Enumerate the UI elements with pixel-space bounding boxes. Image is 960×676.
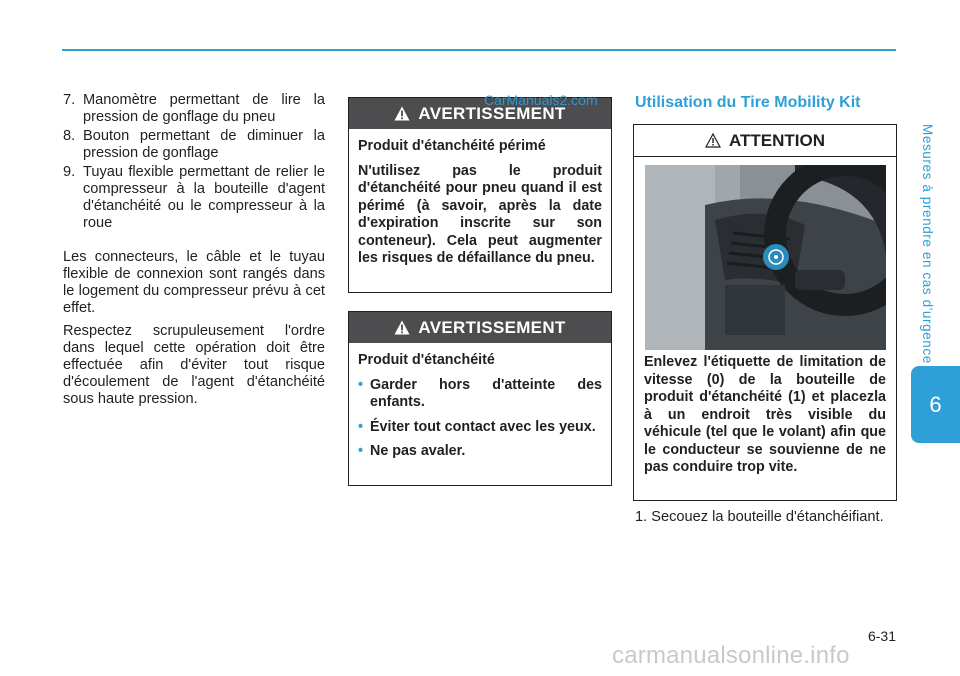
- page-number: 6-31: [867, 628, 896, 644]
- chapter-side-title: Mesures à prendre en cas d'urgence: [920, 124, 935, 364]
- list-item: 7. Manomètre permettant de lire la pression de gonflage du pneu: [63, 92, 325, 125]
- caution-triangle-icon: [705, 133, 721, 148]
- warning-header: AVERTISSEMENT: [349, 312, 611, 343]
- list-item: 9. Tuyau flexible permettant de relier le compresseur à la bouteille d'agent d'étanchéité ou le compresseur à la roue: [63, 164, 325, 231]
- dashboard-photo: [645, 165, 886, 350]
- warning-body: [349, 343, 611, 469]
- list-item: • Éviter tout contact avec les yeux.: [358, 419, 602, 437]
- attention-text: Enlevez l'étiquette de limitation de vitesse (0) de la bouteille de produit d'étanchéité (1) et placezla à un endroit très visible du véhicule (tel que le volant) afin que le conducteur se souvienne de ne pas conduire trop vite.: [644, 354, 886, 475]
- chapter-tab[interactable]: 6: [911, 366, 960, 443]
- component-list: [63, 92, 325, 232]
- warning-triangle-icon: [394, 320, 410, 335]
- warning-box-expired: [348, 97, 612, 293]
- section-title: Utilisation du Tire Mobility Kit: [635, 94, 861, 111]
- warning-bullets: [358, 377, 602, 461]
- warning-body: [349, 129, 611, 276]
- list-item: • Ne pas avaler.: [358, 443, 602, 461]
- left-column: [63, 92, 325, 414]
- attention-header: ATTENTION: [634, 125, 896, 157]
- paragraph: Les connecteurs, le câble et le tuyau flexible de connexion sont rangés dans le logement du compresseur prévu à cet effet.: [63, 249, 325, 316]
- dashboard-illustration: [645, 165, 886, 350]
- top-rule: [62, 49, 896, 51]
- warning-title: Produit d'étanchéité périmé: [358, 138, 546, 154]
- warning-text: N'utilisez pas le produit d'étanchéité pour pneu quand il est périmé (à savoir, après la date d'expiration inscrite sur son conteneur). Cela peut augmenter les risques de défaillance du pneu.: [358, 162, 602, 266]
- warning-header: AVERTISSEMENT: [349, 98, 611, 129]
- step-1: 1. Secouez la bouteille d'étanchéifiant.: [635, 509, 884, 525]
- list-item: 8. Bouton permettant de diminuer la pression de gonflage: [63, 128, 325, 161]
- warning-box-sealant: [348, 311, 612, 486]
- warning-title: Produit d'étanchéité: [358, 352, 495, 368]
- watermark-link[interactable]: CarManuals2.com: [484, 92, 598, 108]
- warning-triangle-icon: [394, 106, 410, 121]
- footer-watermark[interactable]: carmanualsonline.info: [612, 642, 850, 669]
- list-item: • Garder hors d'atteinte des enfants.: [358, 377, 602, 412]
- paragraph: Respectez scrupuleusement l'ordre dans lequel cette opération doit être effectuée afin d'éviter tout risque d'écoulement de l'agent d'étanchéité sous haute pression.: [63, 323, 325, 407]
- attention-box: [633, 124, 897, 501]
